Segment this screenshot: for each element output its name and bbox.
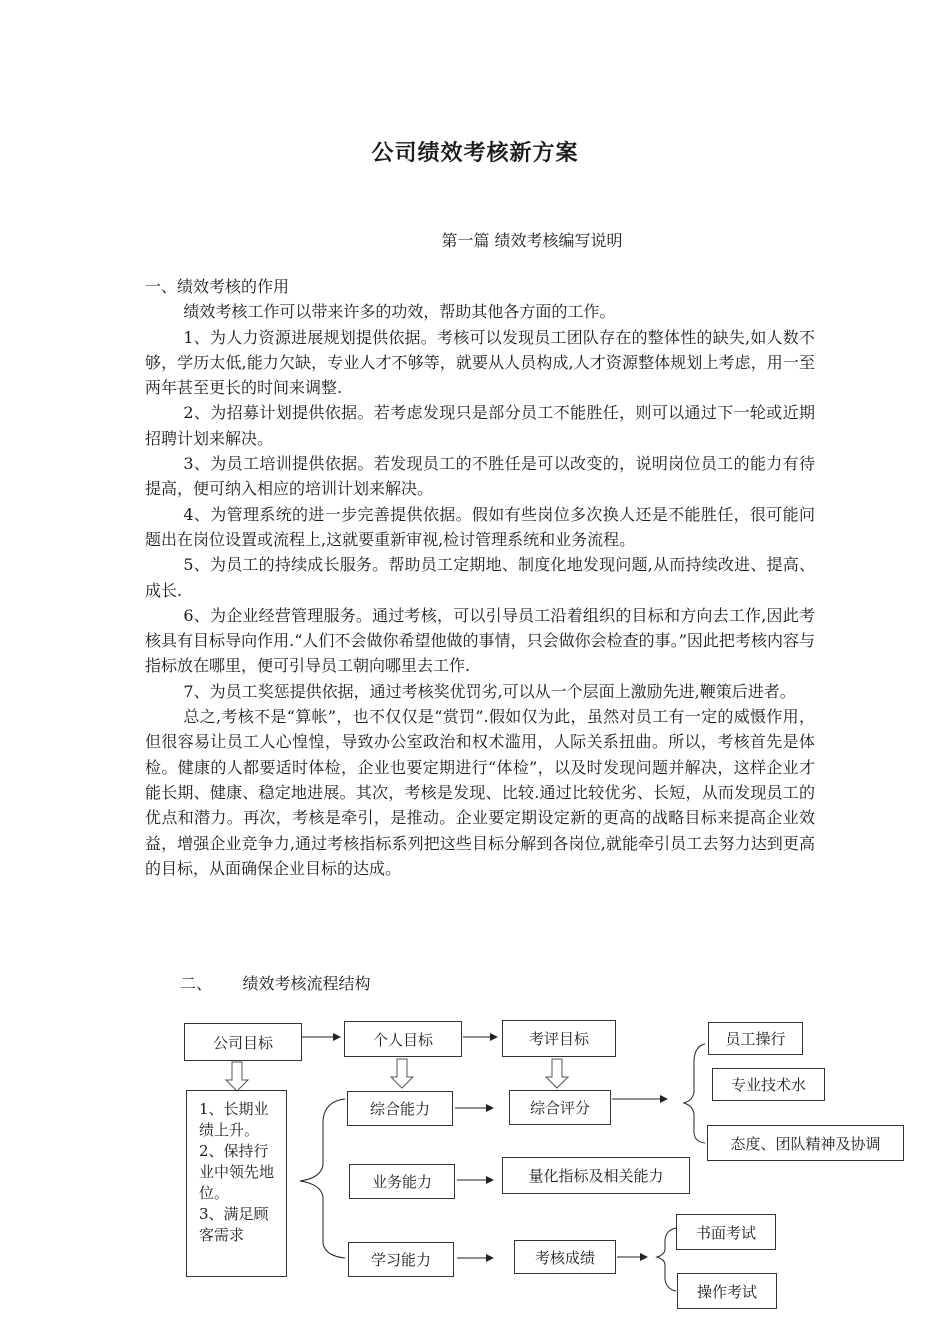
quant-indicators-box: 量化指标及相关能力 bbox=[502, 1157, 690, 1194]
section-heading-2: 二、 绩效考核流程结构 bbox=[180, 974, 371, 993]
professional-skill-box: 专业技术水 bbox=[712, 1068, 825, 1101]
page-title: 公司绩效考核新方案 bbox=[371, 140, 579, 166]
paragraph: 6、为企业经营管理服务。通过考核，可以引导员工沿着组织的目标和方向去工作,因此考核具有目标导向作用.“人们不会做你希望他做的事情，只会做你会检查的事。”因此把考核内容与指标放在哪里，便可引导员工朝向哪里去工作. bbox=[145, 605, 815, 676]
written-exam-box: 书面考试 bbox=[676, 1214, 776, 1250]
comprehensive-score-box: 综合评分 bbox=[509, 1090, 611, 1125]
goal-item: 2、保持行业中领先地位。 bbox=[199, 1142, 275, 1202]
exam-score-box: 考核成绩 bbox=[514, 1240, 616, 1274]
paragraph: 2、为招募计划提供依据。若考虑发现只是部分员工不能胜任，则可以通过下一轮或近期招聘计划来解决。 bbox=[145, 403, 815, 448]
learning-ability-box: 学习能力 bbox=[348, 1242, 454, 1277]
company-goal-box: 公司目标 bbox=[184, 1023, 302, 1061]
paragraph: 7、为员工奖惩提供依据，通过考核奖优罚劣,可以从一个层面上激励先进,鞭策后进者。 bbox=[183, 681, 796, 701]
paragraph: 绩效考核工作可以带来许多的功效，帮助其他各方面的工作。 bbox=[183, 302, 616, 322]
paragraph: 5、为员工的持续成长服务。帮助员工定期地、制度化地发现问题,从而持续改进、提高、成长. bbox=[145, 555, 815, 600]
attitude-box: 态度、团队精神及协调 bbox=[707, 1125, 904, 1161]
paragraph: 总之,考核不是“算帐”，也不仅仅是“赏罚”.假如仅为此，虽然对员工有一定的威慑作用，但很容易让员工人心惶惶，导致办公室政治和权术滥用，人际关系扭曲。所以，考核首先是体检。健康的人都要适时体检，企业也要定期进行“体检”，以及时发现问题并解决，这样企业才能长期、健康、稳定地进展。其次，考核是发现、比较.通过比较优劣、长短，从而发现员工的优点和潜力。再次，考核是牵引，是推动。企业要定期设定新的更高的战略目标来提高企业效益，增强企业竞争力,通过考核指标系列把这些目标分解到各岗位,就能牵引员工去努力达到更高的目标，从面确保企业目标的达成。 bbox=[145, 707, 815, 878]
practical-exam-box: 操作考试 bbox=[677, 1273, 777, 1309]
comprehensive-ability-box: 综合能力 bbox=[347, 1091, 453, 1126]
goal-item: 3、满足顾客需求 bbox=[199, 1205, 269, 1244]
personal-goal-box: 个人目标 bbox=[344, 1021, 462, 1057]
eval-goal-box: 考评目标 bbox=[502, 1020, 616, 1057]
conduct-box: 员工操行 bbox=[708, 1022, 803, 1055]
section-subtitle: 第一篇 绩效考核编写说明 bbox=[441, 231, 623, 250]
goal-item: 1、长期业绩上升。 bbox=[199, 1100, 269, 1139]
section-heading-1: 一、绩效考核的作用 bbox=[145, 277, 290, 296]
paragraph: 3、为员工培训提供依据。若发现员工的不胜任是可以改变的，说明岗位员工的能力有待提高，便可纳入相应的培训计划来解决。 bbox=[145, 454, 815, 499]
paragraph: 4、为管理系统的进一步完善提供依据。假如有些岗位多次换人还是不能胜任，很可能问题出在岗位设置或流程上,这就要重新审视,检讨管理系统和业务流程。 bbox=[145, 504, 815, 549]
business-ability-box: 业务能力 bbox=[349, 1164, 455, 1199]
goals-list-box bbox=[186, 1090, 287, 1277]
paragraph: 1、为人力资源进展规划提供依据。考核可以发现员工团队存在的整体性的缺失,如人数不够，学历太低,能力欠缺，专业人才不够等，就要从人员构成,人才资源整体规划上考虑，用一至两年甚至更长的时间来调整. bbox=[145, 327, 815, 398]
